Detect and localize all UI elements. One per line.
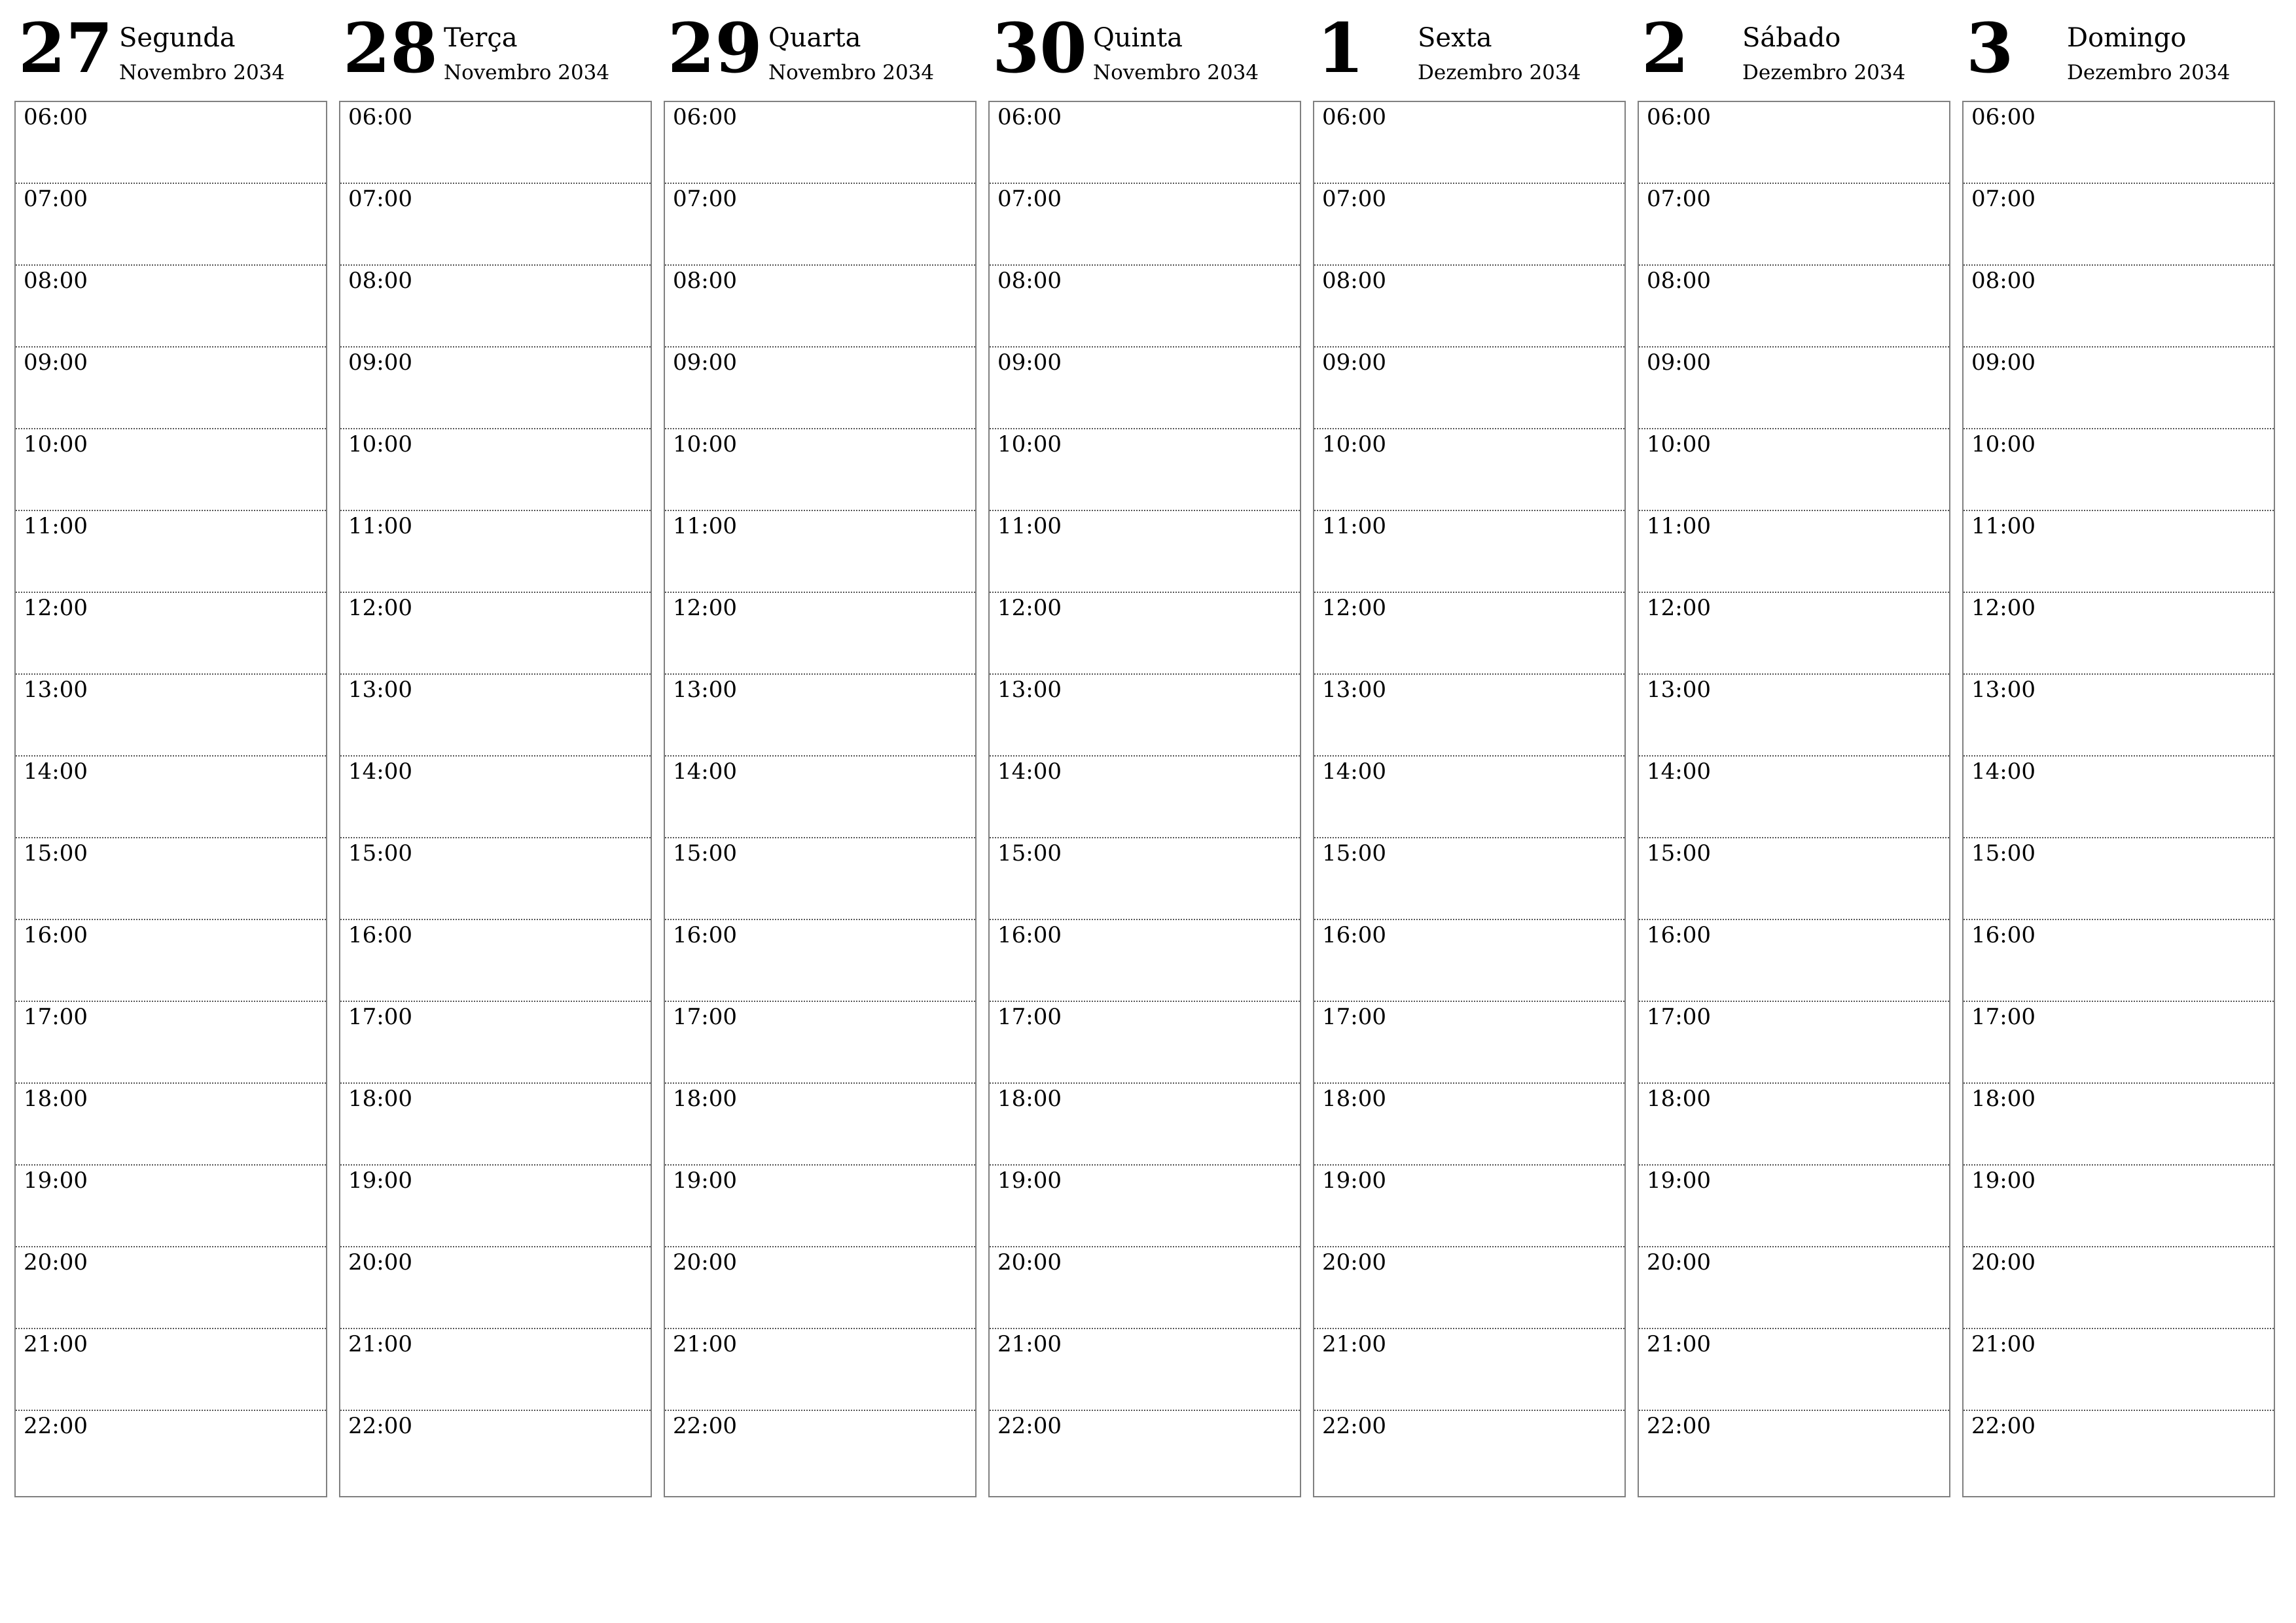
hour-slot[interactable] [1314,838,1624,920]
hour-slot[interactable] [990,348,1300,429]
hour-slot[interactable] [16,675,326,757]
hour-label: 15:00 [997,840,1062,866]
hour-label: 07:00 [1322,186,1386,212]
hour-slot[interactable] [340,1084,651,1166]
month-year-label: Novembro 2034 [768,61,935,84]
hour-slot[interactable] [1314,757,1624,838]
hour-slot[interactable] [1639,757,1949,838]
hour-slot[interactable] [990,593,1300,675]
hour-label: 06:00 [348,104,412,130]
hour-slot[interactable] [1639,102,1949,184]
hour-slot[interactable] [1639,920,1949,1002]
hour-label: 22:00 [1971,1413,2036,1439]
hour-label: 14:00 [348,758,412,785]
hour-label: 19:00 [673,1168,737,1194]
day-number: 30 [992,8,1087,88]
hour-label: 16:00 [673,922,737,948]
hour-slot[interactable] [1639,1411,1949,1493]
hour-label: 18:00 [673,1086,737,1112]
hour-slot[interactable] [990,511,1300,593]
hour-label: 15:00 [1971,840,2036,866]
hour-label: 21:00 [1322,1331,1386,1357]
hour-slot[interactable] [1964,429,2274,511]
hour-slot[interactable] [1639,348,1949,429]
hour-slot[interactable] [990,1166,1300,1247]
hour-slot[interactable] [1964,348,2274,429]
hour-slot[interactable] [1964,1329,2274,1411]
hour-label: 19:00 [348,1168,412,1194]
hour-label: 12:00 [673,595,737,621]
day-schedule-box [664,101,977,1497]
day-column [14,0,327,1497]
hour-label: 20:00 [348,1249,412,1275]
hour-label: 09:00 [673,349,737,376]
hour-label: 12:00 [348,595,412,621]
hour-label: 21:00 [24,1331,88,1357]
hour-label: 10:00 [673,431,737,457]
hour-slot[interactable] [1639,1166,1949,1247]
day-number: 1 [1317,8,1365,88]
hour-slot[interactable] [1639,1329,1949,1411]
hour-slot[interactable] [1964,1247,2274,1329]
hour-label: 13:00 [1647,677,1711,703]
day-schedule-box [988,101,1301,1497]
hour-label: 06:00 [1971,104,2036,130]
day-column [1638,0,1950,1497]
hour-label: 11:00 [1647,513,1711,539]
hour-label: 18:00 [1322,1086,1386,1112]
hour-label: 06:00 [1322,104,1386,130]
hour-slot[interactable] [16,1329,326,1411]
hour-label: 19:00 [1647,1168,1711,1194]
hour-slot[interactable] [340,102,651,184]
hour-slot[interactable] [340,511,651,593]
hour-slot[interactable] [1314,1411,1624,1493]
day-column [664,0,977,1497]
hour-label: 17:00 [24,1004,88,1030]
hour-label: 15:00 [24,840,88,866]
hour-slot[interactable] [665,757,975,838]
hour-label: 17:00 [673,1004,737,1030]
day-schedule-box [14,101,327,1497]
hour-slot[interactable] [1314,348,1624,429]
hour-label: 14:00 [1322,758,1386,785]
hour-slot[interactable] [665,102,975,184]
day-number: 2 [1641,8,1689,88]
hour-label: 16:00 [348,922,412,948]
hour-slot[interactable] [665,1329,975,1411]
hour-label: 06:00 [673,104,737,130]
hour-slot[interactable] [16,1247,326,1329]
hour-label: 11:00 [1322,513,1386,539]
hour-label: 17:00 [1322,1004,1386,1030]
weekday-name: Quinta [1093,23,1183,53]
hour-slot[interactable] [16,1411,326,1493]
hour-slot[interactable] [990,1329,1300,1411]
hour-slot[interactable] [16,838,326,920]
hour-slot[interactable] [16,1084,326,1166]
hour-slot[interactable] [1314,593,1624,675]
hour-slot[interactable] [665,1166,975,1247]
hour-label: 14:00 [1971,758,2036,785]
hour-slot[interactable] [990,1084,1300,1166]
hour-label: 22:00 [24,1413,88,1439]
hour-label: 10:00 [1322,431,1386,457]
hour-label: 10:00 [1647,431,1711,457]
hour-slot[interactable] [16,593,326,675]
hour-slot[interactable] [1639,1084,1949,1166]
weekday-name: Segunda [119,23,236,53]
day-schedule-box [339,101,652,1497]
hour-slot[interactable] [1314,266,1624,348]
day-header [1962,0,2275,98]
hour-label: 22:00 [997,1413,1062,1439]
hour-slot[interactable] [16,102,326,184]
hour-label: 20:00 [1971,1249,2036,1275]
hour-label: 19:00 [1322,1168,1386,1194]
hour-label: 13:00 [1971,677,2036,703]
hour-slot[interactable] [340,1166,651,1247]
hour-label: 12:00 [1971,595,2036,621]
hour-slot[interactable] [1964,593,2274,675]
hour-label: 14:00 [1647,758,1711,785]
hour-slot[interactable] [1964,1411,2274,1493]
hour-label: 09:00 [348,349,412,376]
hour-label: 10:00 [24,431,88,457]
hour-label: 17:00 [997,1004,1062,1030]
hour-slot[interactable] [1314,511,1624,593]
hour-label: 20:00 [997,1249,1062,1275]
hour-slot[interactable] [1639,184,1949,266]
hour-label: 07:00 [1971,186,2036,212]
weekly-planner [14,0,2283,1505]
hour-slot[interactable] [1964,757,2274,838]
hour-slot[interactable] [665,1411,975,1493]
day-header [988,0,1301,98]
hour-label: 07:00 [997,186,1062,212]
hour-label: 10:00 [348,431,412,457]
day-header [1313,0,1626,98]
hour-slot[interactable] [1314,1084,1624,1166]
weekday-name: Terça [444,23,518,53]
hour-slot[interactable] [16,429,326,511]
hour-slot[interactable] [990,1247,1300,1329]
hour-label: 07:00 [348,186,412,212]
hour-slot[interactable] [1314,102,1624,184]
hour-slot[interactable] [340,757,651,838]
weekday-name: Sábado [1742,23,1841,53]
hour-slot[interactable] [16,348,326,429]
hour-slot[interactable] [340,429,651,511]
hour-label: 06:00 [997,104,1062,130]
hour-label: 12:00 [1647,595,1711,621]
hour-slot[interactable] [1964,102,2274,184]
month-year-label: Novembro 2034 [1093,61,1259,84]
hour-label: 12:00 [24,595,88,621]
hour-label: 22:00 [1647,1413,1711,1439]
hour-label: 22:00 [1322,1413,1386,1439]
hour-slot[interactable] [1964,920,2274,1002]
day-column [1313,0,1626,1497]
hour-slot[interactable] [665,266,975,348]
hour-slot[interactable] [340,920,651,1002]
day-header [1638,0,1950,98]
hour-label: 20:00 [673,1249,737,1275]
hour-slot[interactable] [1964,1166,2274,1247]
hour-label: 14:00 [24,758,88,785]
hour-slot[interactable] [16,1166,326,1247]
day-column [988,0,1301,1497]
hour-slot[interactable] [1314,429,1624,511]
hour-slot[interactable] [1639,838,1949,920]
hour-label: 08:00 [24,268,88,294]
hour-label: 16:00 [997,922,1062,948]
hour-label: 18:00 [348,1086,412,1112]
hour-label: 19:00 [997,1168,1062,1194]
month-year-label: Dezembro 2034 [1418,61,1581,84]
hour-slot[interactable] [1964,511,2274,593]
day-header [664,0,977,98]
month-year-label: Novembro 2034 [119,61,285,84]
hour-slot[interactable] [340,348,651,429]
hour-slot[interactable] [340,1411,651,1493]
hour-label: 21:00 [348,1331,412,1357]
hour-label: 08:00 [348,268,412,294]
hour-label: 22:00 [348,1413,412,1439]
hour-label: 20:00 [1322,1249,1386,1275]
hour-label: 11:00 [24,513,88,539]
hour-label: 18:00 [1647,1086,1711,1112]
hour-slot[interactable] [1639,675,1949,757]
day-header [339,0,652,98]
hour-slot[interactable] [16,266,326,348]
hour-slot[interactable] [665,920,975,1002]
hour-slot[interactable] [665,1084,975,1166]
hour-slot[interactable] [340,675,651,757]
hour-label: 16:00 [1322,922,1386,948]
hour-label: 17:00 [1647,1004,1711,1030]
hour-slot[interactable] [665,511,975,593]
hour-label: 17:00 [1971,1004,2036,1030]
hour-label: 08:00 [1971,268,2036,294]
hour-label: 11:00 [348,513,412,539]
hour-label: 16:00 [1971,922,2036,948]
hour-slot[interactable] [1314,920,1624,1002]
day-number: 29 [668,8,762,88]
hour-slot[interactable] [665,348,975,429]
hour-slot[interactable] [1314,1329,1624,1411]
hour-label: 21:00 [1647,1331,1711,1357]
hour-label: 17:00 [348,1004,412,1030]
hour-label: 22:00 [673,1413,737,1439]
hour-slot[interactable] [1314,1247,1624,1329]
hour-slot[interactable] [340,838,651,920]
hour-label: 11:00 [673,513,737,539]
hour-label: 08:00 [673,268,737,294]
hour-slot[interactable] [1964,1002,2274,1084]
hour-slot[interactable] [340,184,651,266]
hour-slot[interactable] [1314,1166,1624,1247]
hour-label: 16:00 [1647,922,1711,948]
hour-label: 09:00 [1322,349,1386,376]
hour-slot[interactable] [1964,838,2274,920]
hour-label: 13:00 [673,677,737,703]
month-year-label: Novembro 2034 [444,61,610,84]
weekday-name: Domingo [2067,23,2187,53]
hour-label: 15:00 [348,840,412,866]
hour-slot[interactable] [990,184,1300,266]
hour-slot[interactable] [665,1002,975,1084]
hour-label: 11:00 [1971,513,2036,539]
hour-label: 21:00 [1971,1331,2036,1357]
hour-label: 09:00 [1971,349,2036,376]
day-schedule-box [1313,101,1626,1497]
hour-slot[interactable] [990,757,1300,838]
hour-slot[interactable] [1964,184,2274,266]
hour-label: 18:00 [1971,1086,2036,1112]
hour-label: 10:00 [1971,431,2036,457]
day-column [1962,0,2275,1497]
hour-slot[interactable] [1964,1084,2274,1166]
hour-label: 15:00 [1322,840,1386,866]
hour-slot[interactable] [340,593,651,675]
day-header [14,0,327,98]
day-schedule-box [1962,101,2275,1497]
hour-label: 16:00 [24,922,88,948]
hour-slot[interactable] [340,266,651,348]
hour-label: 08:00 [997,268,1062,294]
hour-label: 19:00 [24,1168,88,1194]
hour-label: 09:00 [997,349,1062,376]
day-schedule-box [1638,101,1950,1497]
hour-slot[interactable] [665,838,975,920]
hour-slot[interactable] [16,184,326,266]
hour-label: 18:00 [24,1086,88,1112]
hour-slot[interactable] [1639,511,1949,593]
hour-slot[interactable] [1639,593,1949,675]
hour-slot[interactable] [1314,184,1624,266]
hour-slot[interactable] [990,675,1300,757]
hour-slot[interactable] [990,102,1300,184]
hour-label: 07:00 [1647,186,1711,212]
hour-label: 20:00 [24,1249,88,1275]
hour-slot[interactable] [16,1002,326,1084]
hour-label: 13:00 [1322,677,1386,703]
hour-label: 09:00 [1647,349,1711,376]
hour-label: 07:00 [673,186,737,212]
hour-slot[interactable] [340,1329,651,1411]
hour-slot[interactable] [990,838,1300,920]
hour-slot[interactable] [990,1411,1300,1493]
hour-slot[interactable] [1639,266,1949,348]
hour-label: 13:00 [24,677,88,703]
hour-label: 12:00 [997,595,1062,621]
day-column [339,0,652,1497]
hour-slot[interactable] [665,1247,975,1329]
hour-slot[interactable] [990,266,1300,348]
hour-label: 09:00 [24,349,88,376]
weekday-name: Sexta [1418,23,1492,53]
hour-label: 15:00 [1647,840,1711,866]
hour-label: 08:00 [1647,268,1711,294]
day-number: 27 [18,8,113,88]
day-number: 3 [1966,8,2014,88]
weekday-name: Quarta [768,23,861,53]
hour-slot[interactable] [16,511,326,593]
hour-label: 20:00 [1647,1249,1711,1275]
hour-slot[interactable] [340,1002,651,1084]
hour-slot[interactable] [16,757,326,838]
hour-label: 14:00 [673,758,737,785]
hour-slot[interactable] [665,593,975,675]
hour-label: 06:00 [1647,104,1711,130]
hour-label: 15:00 [673,840,737,866]
hour-label: 19:00 [1971,1168,2036,1194]
hour-slot[interactable] [1964,266,2274,348]
hour-label: 12:00 [1322,595,1386,621]
hour-label: 21:00 [997,1331,1062,1357]
month-year-label: Dezembro 2034 [1742,61,1906,84]
hour-label: 08:00 [1322,268,1386,294]
hour-slot[interactable] [990,429,1300,511]
hour-slot[interactable] [1314,1002,1624,1084]
hour-slot[interactable] [990,1002,1300,1084]
month-year-label: Dezembro 2034 [2067,61,2231,84]
hour-label: 21:00 [673,1331,737,1357]
hour-slot[interactable] [665,675,975,757]
hour-slot[interactable] [1964,675,2274,757]
hour-label: 10:00 [997,431,1062,457]
hour-label: 11:00 [997,513,1062,539]
hour-label: 07:00 [24,186,88,212]
hour-label: 14:00 [997,758,1062,785]
hour-slot[interactable] [1639,429,1949,511]
hour-label: 06:00 [24,104,88,130]
hour-slot[interactable] [1314,675,1624,757]
hour-label: 18:00 [997,1086,1062,1112]
hour-label: 13:00 [997,677,1062,703]
hour-slot[interactable] [1639,1247,1949,1329]
hour-slot[interactable] [340,1247,651,1329]
hour-slot[interactable] [16,920,326,1002]
hour-slot[interactable] [665,184,975,266]
hour-slot[interactable] [990,920,1300,1002]
hour-slot[interactable] [665,429,975,511]
hour-slot[interactable] [1639,1002,1949,1084]
hour-label: 13:00 [348,677,412,703]
day-number: 28 [343,8,438,88]
